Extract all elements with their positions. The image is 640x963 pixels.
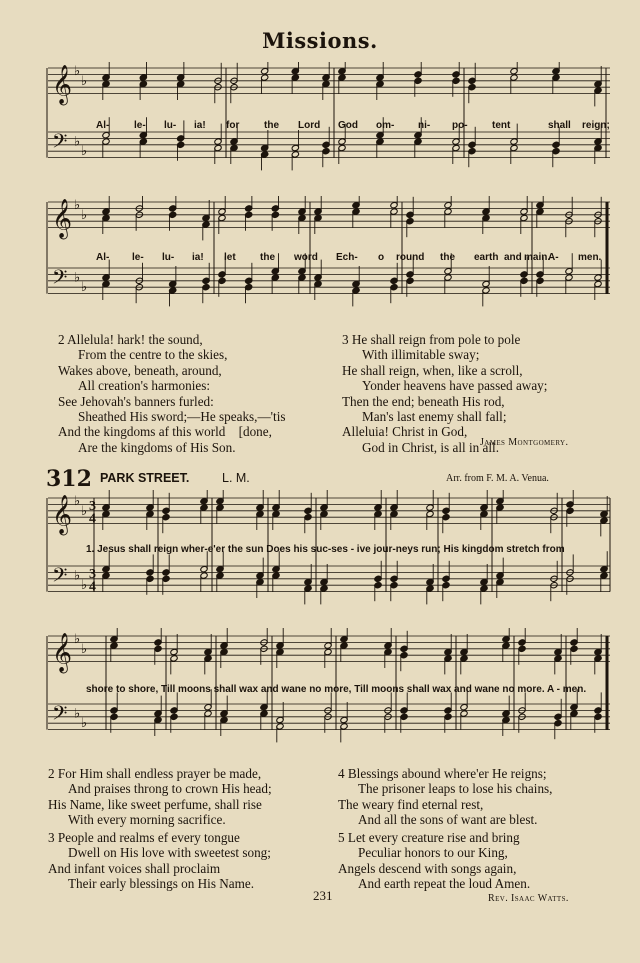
verse-line: Then the end; beneath His rod, bbox=[342, 393, 505, 409]
lyric-syllable: for bbox=[226, 120, 240, 131]
treble-staff bbox=[48, 197, 610, 239]
verse-line: 2 For Him shall endless prayer be made, bbox=[48, 766, 262, 781]
verse-2-312 bbox=[48, 766, 272, 828]
hymn-number: 312 bbox=[46, 466, 92, 492]
verse-line: 5 Let every creature rise and bring bbox=[338, 830, 520, 845]
lyric-syllable: let bbox=[224, 252, 236, 263]
verse-line: 4 Blessings abound where'er He reigns; bbox=[338, 766, 547, 781]
page-number: 231 bbox=[313, 888, 333, 903]
lyric-syllable: le- bbox=[132, 252, 144, 263]
flat-icon: ♭ bbox=[81, 502, 88, 518]
meter: L. M. bbox=[222, 471, 250, 485]
flat-icon: ♭ bbox=[74, 493, 81, 509]
verse-line: All creation's harmonies: bbox=[78, 378, 211, 394]
lyric-syllable: Ech- bbox=[336, 252, 358, 263]
lyric-syllable: and bbox=[504, 252, 522, 263]
verse-3-312 bbox=[48, 830, 271, 892]
lyric-line-2 bbox=[46, 252, 612, 268]
lyric-syllable: round bbox=[396, 252, 425, 263]
treble-clef-icon: 𝄞 bbox=[52, 494, 73, 535]
lyric-syllable: word bbox=[294, 252, 318, 263]
section-title: Missions. bbox=[262, 28, 378, 53]
verse-line: Yonder heavens have passed away; bbox=[362, 378, 548, 394]
verse-4-312 bbox=[338, 766, 552, 828]
verse-line: Are the kingdoms of His Son. bbox=[78, 439, 236, 455]
verse-line: His Name, like sweet perfume, shall rise bbox=[48, 796, 262, 812]
flat-icon: ♭ bbox=[74, 705, 81, 721]
lyric-syllable: men. bbox=[578, 252, 602, 263]
lyric-syllable: the bbox=[260, 252, 275, 263]
bass-clef-icon: 𝄢 bbox=[52, 265, 68, 294]
treble-staff bbox=[48, 631, 610, 673]
lyric-syllable: o bbox=[378, 252, 385, 263]
lyric-syllable: earth bbox=[474, 252, 499, 263]
lyric-syllable: lu- bbox=[162, 252, 175, 263]
lyric-syllable: reign; bbox=[582, 120, 610, 131]
lyric-syllable: tent bbox=[492, 120, 511, 131]
svg-text:4: 4 bbox=[89, 511, 96, 527]
verse-line: The weary find eternal rest, bbox=[338, 796, 484, 812]
flat-icon: ♭ bbox=[74, 63, 81, 79]
music-system-1 bbox=[46, 62, 612, 184]
verse-line: And earth repeat the loud Amen. bbox=[358, 876, 531, 892]
verse-line: God in Christ, is all in all. bbox=[362, 439, 500, 455]
verse-line: 3 He shall reign from pole to pole bbox=[342, 332, 521, 347]
flat-icon: ♭ bbox=[81, 206, 88, 222]
verse-line: And the kingdoms af this world [done, bbox=[58, 424, 272, 440]
lyric-syllable: the bbox=[440, 252, 455, 263]
lyric-syllable: God bbox=[338, 120, 358, 131]
arranger: Arr. from F. M. A. Venua. bbox=[446, 473, 549, 484]
verse-line: He shall reign, when, like a scroll, bbox=[342, 362, 523, 378]
author-prev: James Montgomery. bbox=[480, 437, 569, 448]
author: Rev. Isaac Watts. bbox=[488, 893, 569, 904]
flat-icon: ♭ bbox=[74, 133, 81, 149]
lyric-line-3: 1. Jesus shall reign wher-e'er the sun Does his suc-ses - ive jour-neys run; His kingdom stretch from bbox=[86, 544, 565, 555]
verse-line: Wakes above, beneath, around, bbox=[58, 362, 222, 378]
flat-icon: ♭ bbox=[74, 197, 81, 213]
flat-icon: ♭ bbox=[81, 577, 88, 593]
lyric-line-1 bbox=[46, 120, 612, 136]
bass-clef-icon: 𝄢 bbox=[52, 563, 68, 592]
verse-line: Man's last enemy shall fall; bbox=[362, 409, 507, 425]
flat-icon: ♭ bbox=[74, 567, 81, 583]
verse-line: And praises throng to crown His head; bbox=[68, 781, 272, 797]
lyric-syllable: ni- bbox=[418, 120, 431, 131]
verse-line: And all the sons of want are blest. bbox=[358, 812, 538, 828]
verse-line: See Jehovah's banners furled: bbox=[58, 393, 214, 409]
svg-text:3: 3 bbox=[89, 498, 96, 514]
lyric-syllable: po- bbox=[452, 120, 468, 131]
lyric-syllable: Lord bbox=[298, 120, 321, 131]
flat-icon: ♭ bbox=[81, 640, 88, 656]
verse-line: Their early blessings on His Name. bbox=[68, 876, 255, 892]
verse-line: Alleluia! Christ in God, bbox=[342, 424, 468, 440]
verse-line: From the centre to the skies, bbox=[78, 347, 228, 363]
lyric-syllable: shall bbox=[548, 120, 571, 131]
verse-line: With every morning sacrifice. bbox=[68, 812, 226, 828]
svg-text:3: 3 bbox=[89, 566, 96, 582]
svg-text:4: 4 bbox=[89, 579, 96, 595]
treble-clef-icon: 𝄞 bbox=[52, 632, 73, 673]
music-system-4 bbox=[46, 628, 612, 752]
bass-staff bbox=[48, 564, 610, 595]
bass-clef-icon: 𝄢 bbox=[52, 129, 68, 158]
treble-clef-icon: 𝄞 bbox=[52, 198, 73, 239]
lyric-syllable: ia! bbox=[192, 252, 204, 263]
lyric-line-4: shore to shore, Till moons shall wax and wane no more, Till moons shall wax and wane no more. A - men. bbox=[86, 684, 587, 695]
lyric-syllable: Al- bbox=[96, 120, 110, 131]
flat-icon: ♭ bbox=[74, 269, 81, 285]
verse-line: Dwell on His love with sweetest song; bbox=[68, 845, 271, 861]
lyric-syllable: le- bbox=[134, 120, 146, 131]
flat-icon: ♭ bbox=[81, 715, 88, 731]
verse-2 bbox=[58, 332, 286, 455]
flat-icon: ♭ bbox=[81, 143, 88, 159]
flat-icon: ♭ bbox=[81, 72, 88, 88]
music-system-3 bbox=[46, 490, 612, 614]
verse-line: 2 Allelula! hark! the sound, bbox=[58, 332, 203, 347]
verse-line: The prisoner leaps to lose his chains, bbox=[358, 781, 553, 797]
verse-line: 3 People and realms ef every tongue bbox=[48, 830, 240, 845]
lyric-syllable: om- bbox=[376, 120, 395, 131]
verse-line: And infant voices shall proclaim bbox=[48, 860, 221, 876]
verse-line: Sheathed His sword;—He speaks,—'tis bbox=[78, 409, 286, 425]
verse-line: With illimitable sway; bbox=[362, 347, 480, 363]
lyric-syllable: ia! bbox=[194, 120, 206, 131]
verse-5-312 bbox=[338, 830, 530, 892]
lyric-syllable: the bbox=[264, 120, 279, 131]
treble-staff bbox=[48, 493, 610, 535]
tune-name: PARK STREET. bbox=[100, 471, 190, 485]
music-system-2 bbox=[46, 196, 612, 318]
lyric-syllable: lu- bbox=[164, 120, 177, 131]
verse-line: Peculiar honors to our King, bbox=[358, 845, 508, 861]
treble-clef-icon: 𝄞 bbox=[52, 64, 73, 105]
verse-line: Angels descend with songs again, bbox=[338, 860, 517, 876]
flat-icon: ♭ bbox=[74, 631, 81, 647]
lyric-syllable: main. bbox=[524, 252, 551, 263]
bass-clef-icon: 𝄢 bbox=[52, 701, 68, 730]
lyric-syllable: A- bbox=[548, 252, 559, 263]
lyric-syllable: Al- bbox=[96, 252, 110, 263]
flat-icon: ♭ bbox=[81, 279, 88, 295]
